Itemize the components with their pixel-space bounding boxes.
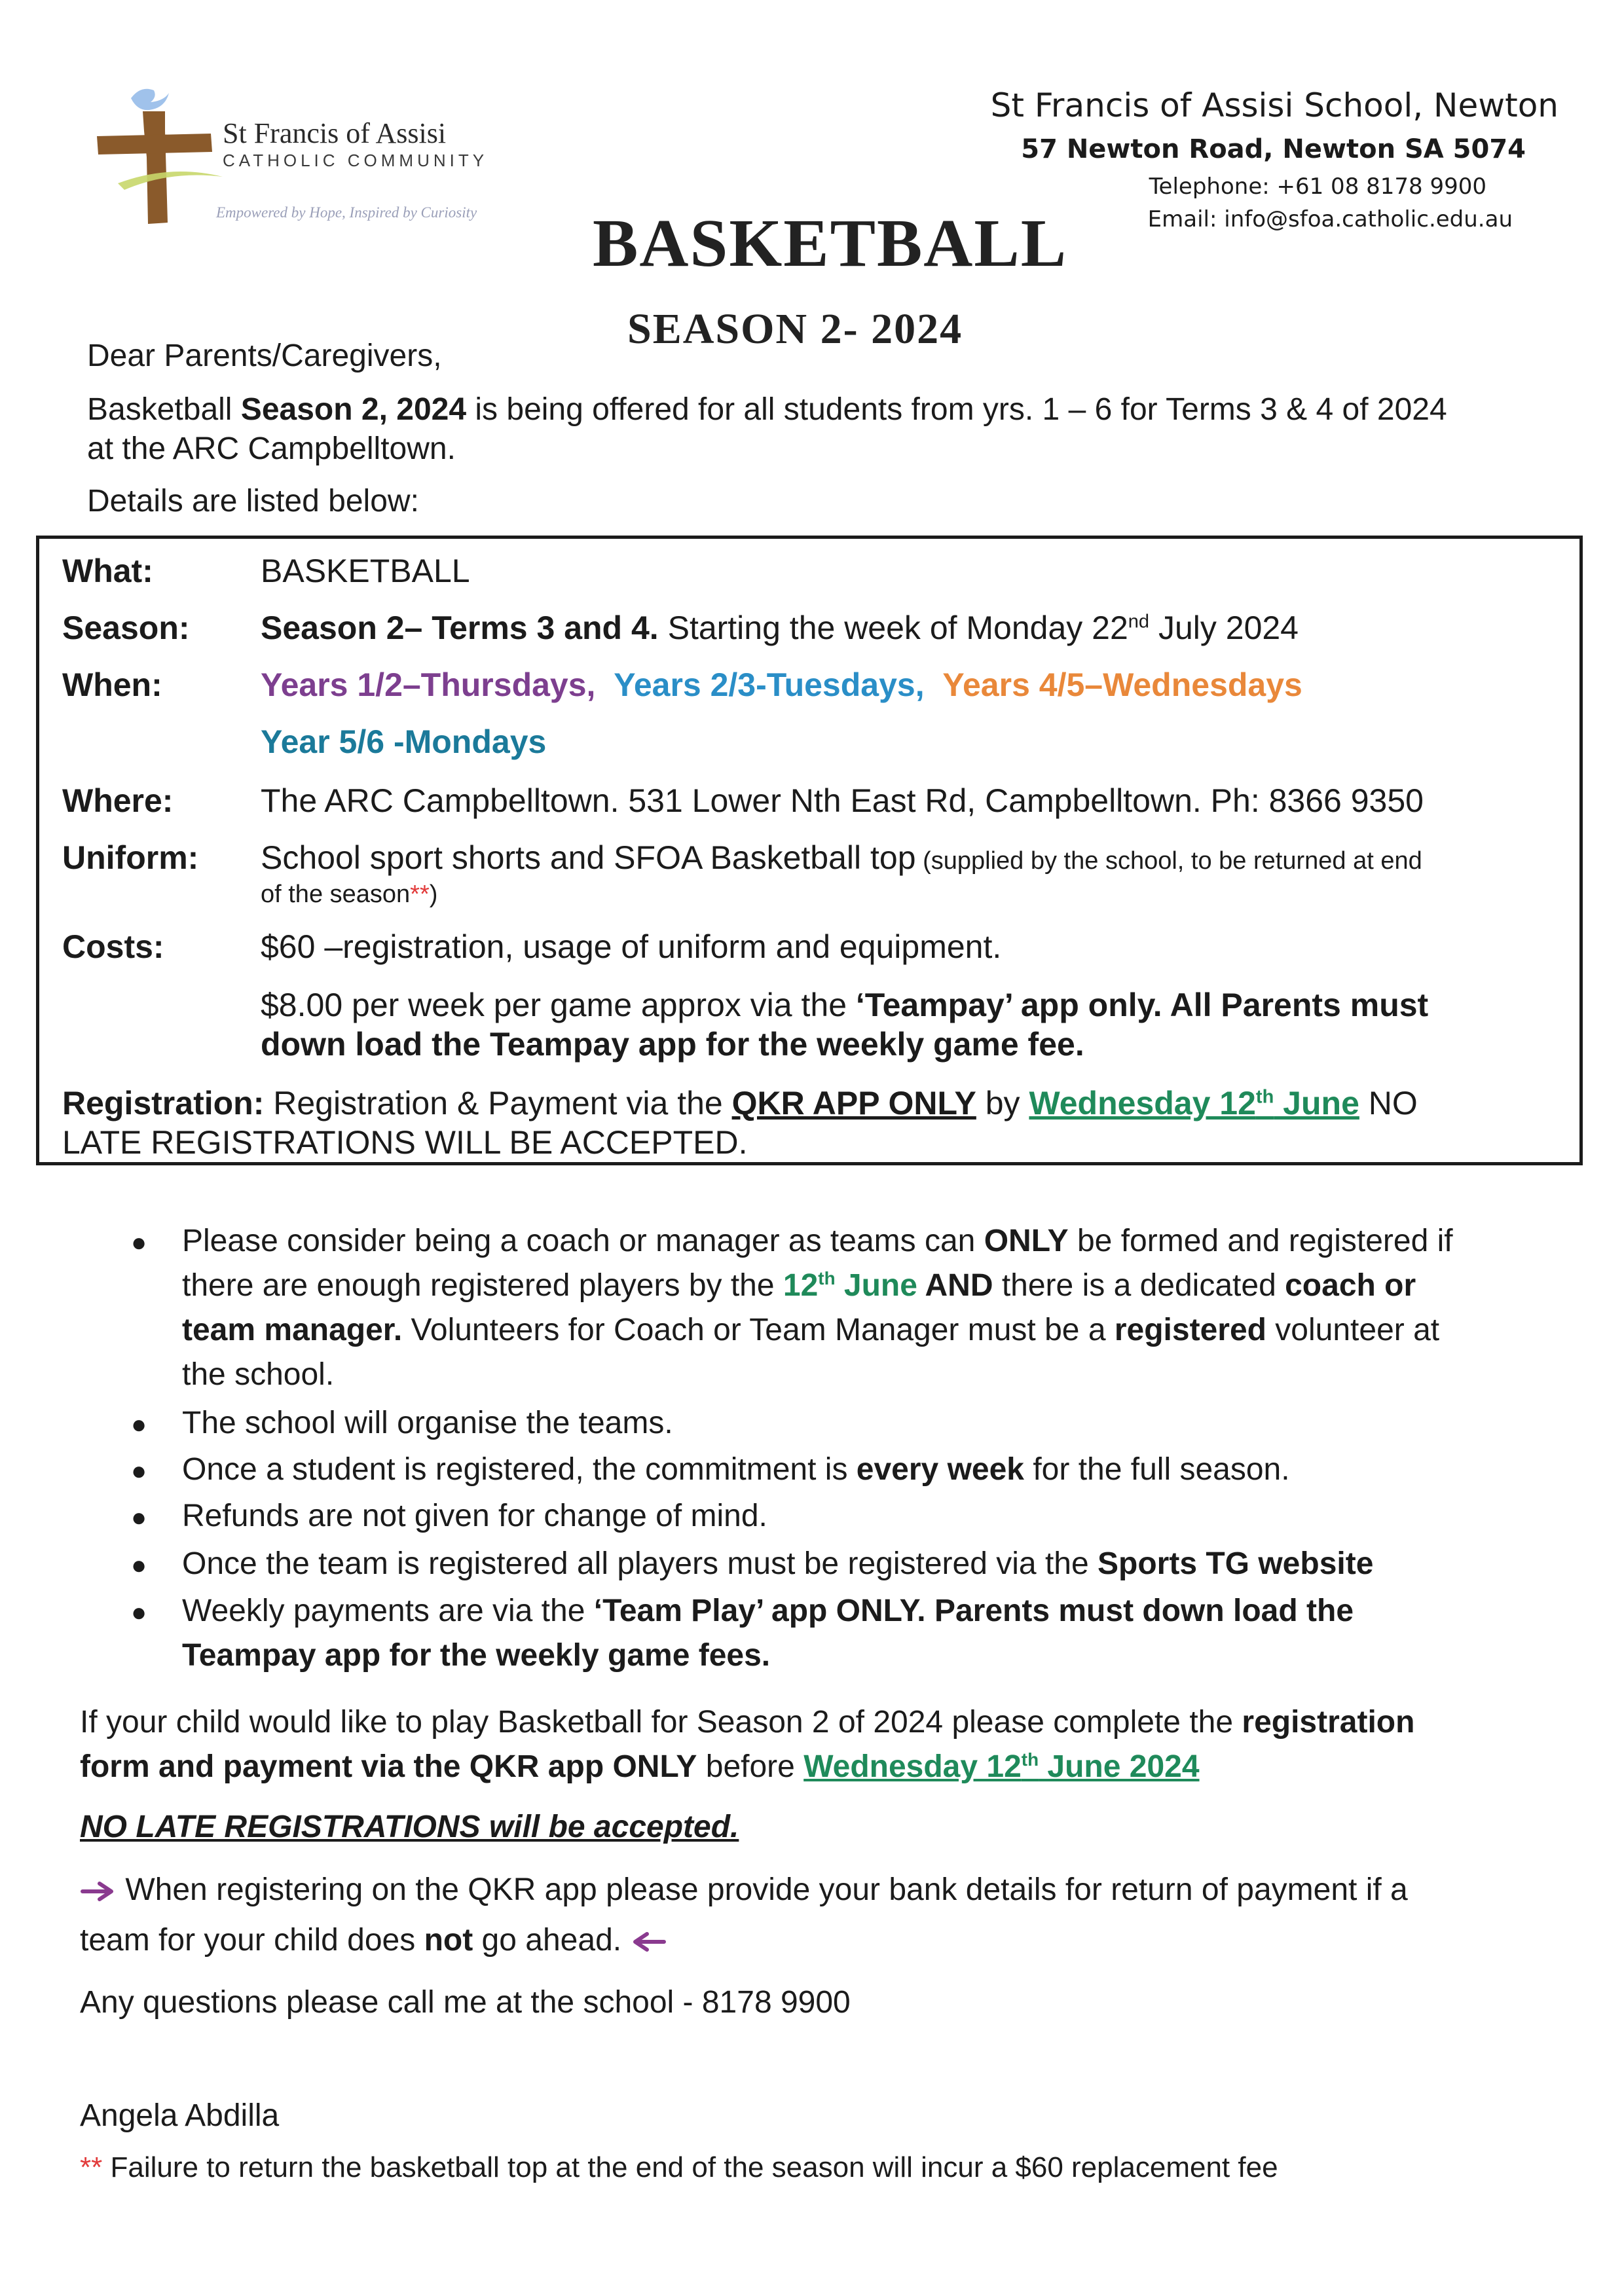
registration-deadline-day: Wednesday 12	[1029, 1085, 1256, 1121]
logo-tagline: Empowered by Hope, Inspired by Curiosity	[216, 204, 477, 221]
bullet-6-line-1	[182, 1589, 1354, 1633]
closing-text: before	[697, 1749, 804, 1784]
bullet-text: Once the team is registered all players must be registered via the	[182, 1546, 1098, 1581]
school-logo	[92, 79, 563, 236]
when-years-2-3: Years 2/3-Tuesdays,	[614, 666, 925, 703]
bullet-text: there are enough registered players by the	[182, 1268, 783, 1303]
bank-details-text: go ahead.	[473, 1923, 631, 1958]
logo-text-community: CATHOLIC COMMUNITY	[223, 151, 489, 170]
registration-no: NO	[1359, 1085, 1418, 1121]
costs-label: Costs:	[62, 928, 164, 965]
school-address: 57 Newton Road, Newton SA 5074	[1021, 134, 1526, 164]
bullet-bold: ‘Team Play’ app ONLY. Parents must down load the	[593, 1594, 1354, 1628]
bullet-bold: registered	[1114, 1313, 1266, 1347]
what-label: What:	[62, 553, 153, 589]
registration-label: Registration:	[62, 1085, 265, 1121]
season-start-sup: nd	[1128, 611, 1150, 632]
closing-deadline-sup: th	[1021, 1749, 1039, 1770]
bullet-dot: ●	[131, 1457, 147, 1485]
bullet-date-month: June	[835, 1268, 917, 1303]
registration-by: by	[976, 1085, 1029, 1121]
arrow-left-icon	[630, 1930, 667, 1954]
bullet-text: Once a student is registered, the commitment is	[182, 1452, 857, 1487]
footnote-stars: **	[80, 2151, 103, 2183]
uniform-note-text: of the season	[261, 881, 411, 908]
school-telephone: Telephone: +61 08 8178 9900	[1149, 173, 1486, 200]
page-subtitle: SEASON 2- 2024	[627, 305, 963, 353]
bullet-dot: ●	[131, 1551, 147, 1580]
arrow-right-icon	[80, 1880, 117, 1903]
intro-text: is being offered for all students from yrs. 1 – 6 for Terms 3 & 4 of 2024	[466, 392, 1447, 427]
salutation: Dear Parents/Caregivers,	[87, 338, 442, 373]
closing-line-2	[80, 1748, 1200, 1786]
bullet-bold: AND	[917, 1268, 993, 1303]
bullet-3	[182, 1448, 1290, 1492]
when-years-5-6: Year 5/6 -Mondays	[261, 723, 547, 760]
closing-deadline-month: June 2024	[1039, 1749, 1200, 1784]
bullet-bold: every week	[856, 1452, 1024, 1487]
season-label: Season:	[62, 610, 190, 646]
where-value: The ARC Campbelltown. 531 Lower Nth East Rd, Campbelltown. Ph: 8366 9350	[261, 782, 1424, 819]
bank-details-bold: not	[424, 1923, 473, 1958]
season-terms: Season 2– Terms 3 and 4.	[261, 610, 659, 646]
footnote-text: Failure to return the basketball top at the end of the season will incur a $60 replacement fee	[102, 2151, 1278, 2183]
bullet-text: be formed and registered if	[1068, 1224, 1453, 1258]
school-name: St Francis of Assisi School, Newton	[990, 86, 1559, 124]
uniform-value	[261, 839, 1422, 877]
costs-weekly-line-2: down load the Teampay app for the weekly game fee.	[261, 1026, 1084, 1063]
bullet-dot: ●	[131, 1410, 147, 1439]
when-schedule	[261, 666, 1302, 704]
closing-deadline	[803, 1749, 1199, 1784]
bullet-5	[182, 1542, 1373, 1586]
registration-qkr: QKR APP ONLY	[731, 1085, 976, 1121]
registration-deadline	[1029, 1085, 1359, 1121]
costs-weekly-text: $8.00 per week per game approx via the	[261, 987, 856, 1023]
uniform-note-line-2	[261, 881, 437, 909]
bullet-bold: coach or	[1285, 1268, 1416, 1303]
school-email: Email: info@sfoa.catholic.edu.au	[1147, 206, 1513, 232]
bullet-text: Volunteers for Coach or Team Manager must be a	[402, 1313, 1115, 1347]
bullet-dot: ●	[131, 1228, 147, 1257]
uniform-text: School sport shorts and SFOA Basketball top	[261, 839, 916, 876]
cross-dove-icon	[92, 79, 223, 236]
registration-deadline-sup: th	[1255, 1086, 1274, 1108]
bullet-date-day: 12	[783, 1268, 819, 1303]
when-years-1-2: Years 1/2–Thursdays,	[261, 666, 596, 703]
page-title: BASKETBALL	[593, 206, 1068, 281]
uniform-note: (supplied by the school, to be returned at end	[915, 847, 1422, 875]
bullet-2: The school will organise the teams.	[182, 1406, 673, 1440]
registration-text: Registration & Payment via the	[264, 1085, 732, 1121]
closing-deadline-day: Wednesday 12	[803, 1749, 1022, 1784]
bullet-dot: ●	[131, 1598, 147, 1627]
bullet-text: Please consider being a coach or manager as teams can	[182, 1224, 984, 1258]
registration-deadline-month: June	[1274, 1085, 1359, 1121]
bullet-dot: ●	[131, 1503, 147, 1532]
bullet-1-line-1	[182, 1219, 1453, 1264]
bullet-text: Weekly payments are via the	[182, 1594, 594, 1628]
bullet-1-line-3	[182, 1308, 1439, 1353]
bullet-bold: ONLY	[984, 1224, 1069, 1258]
bullet-4: Refunds are not given for change of mind.	[182, 1499, 767, 1533]
registration-line-2: LATE REGISTRATIONS WILL BE ACCEPTED.	[62, 1124, 748, 1161]
uniform-note-stars: **	[410, 881, 430, 908]
bullet-1-line-2	[182, 1264, 1416, 1308]
footnote	[80, 2151, 1278, 2184]
closing-text: If your child would like to play Basketball for Season 2 of 2024 please complete the	[80, 1705, 1242, 1740]
bullet-bold: team manager.	[182, 1313, 403, 1347]
uniform-note-close: )	[429, 881, 438, 908]
bullet-6-line-2: Teampay app for the weekly game fees.	[182, 1638, 771, 1673]
season-start-month: July 2024	[1149, 610, 1299, 646]
bank-details-text: When registering on the QKR app please provide your bank details for return of payment if a	[117, 1872, 1408, 1907]
closing-bold: registration	[1242, 1705, 1415, 1740]
bullet-date-sup: th	[818, 1268, 836, 1288]
closing-line-1	[80, 1704, 1414, 1741]
bullet-text: volunteer at	[1266, 1313, 1440, 1347]
signature: Angela Abdilla	[80, 2098, 280, 2133]
intro-season: Season 2, 2024	[240, 392, 467, 427]
when-label: When:	[62, 666, 162, 703]
season-start: Starting the week of Monday 22	[658, 610, 1128, 646]
closing-bold: form and payment via the QKR app ONLY	[80, 1749, 697, 1784]
season-value	[261, 609, 1299, 647]
bullet-date	[783, 1268, 917, 1303]
no-late-notice: NO LATE REGISTRATIONS will be accepted.	[80, 1810, 739, 1844]
bullet-bold: Sports TG website	[1098, 1546, 1374, 1581]
questions-line: Any questions please call me at the school - 8178 9900	[80, 1985, 851, 2020]
costs-weekly	[261, 986, 1428, 1024]
intro-text: Basketball	[87, 392, 241, 427]
where-label: Where:	[62, 782, 174, 819]
when-years-4-5: Years 4/5–Wednesdays	[942, 666, 1302, 703]
intro-paragraph-line-2: at the ARC Campbelltown.	[87, 431, 456, 466]
bullet-1-line-4: the school.	[182, 1357, 335, 1392]
intro-paragraph-line-1	[87, 391, 1447, 429]
what-value: BASKETBALL	[261, 553, 470, 589]
bullet-text: there is a dedicated	[993, 1268, 1285, 1303]
bank-details-line-1	[80, 1871, 1408, 1909]
bank-details-line-2	[80, 1922, 667, 1959]
registration-line	[62, 1084, 1418, 1122]
details-intro: Details are listed below:	[87, 484, 419, 519]
uniform-label: Uniform:	[62, 839, 199, 876]
logo-text-name: St Francis of Assisi	[223, 117, 447, 149]
costs-registration: $60 –registration, usage of uniform and equipment.	[261, 928, 1002, 965]
costs-weekly-bold: ‘Teampay’ app only. All Parents must	[855, 987, 1429, 1023]
bullet-text: for the full season.	[1024, 1452, 1290, 1487]
bank-details-text: team for your child does	[80, 1923, 424, 1958]
